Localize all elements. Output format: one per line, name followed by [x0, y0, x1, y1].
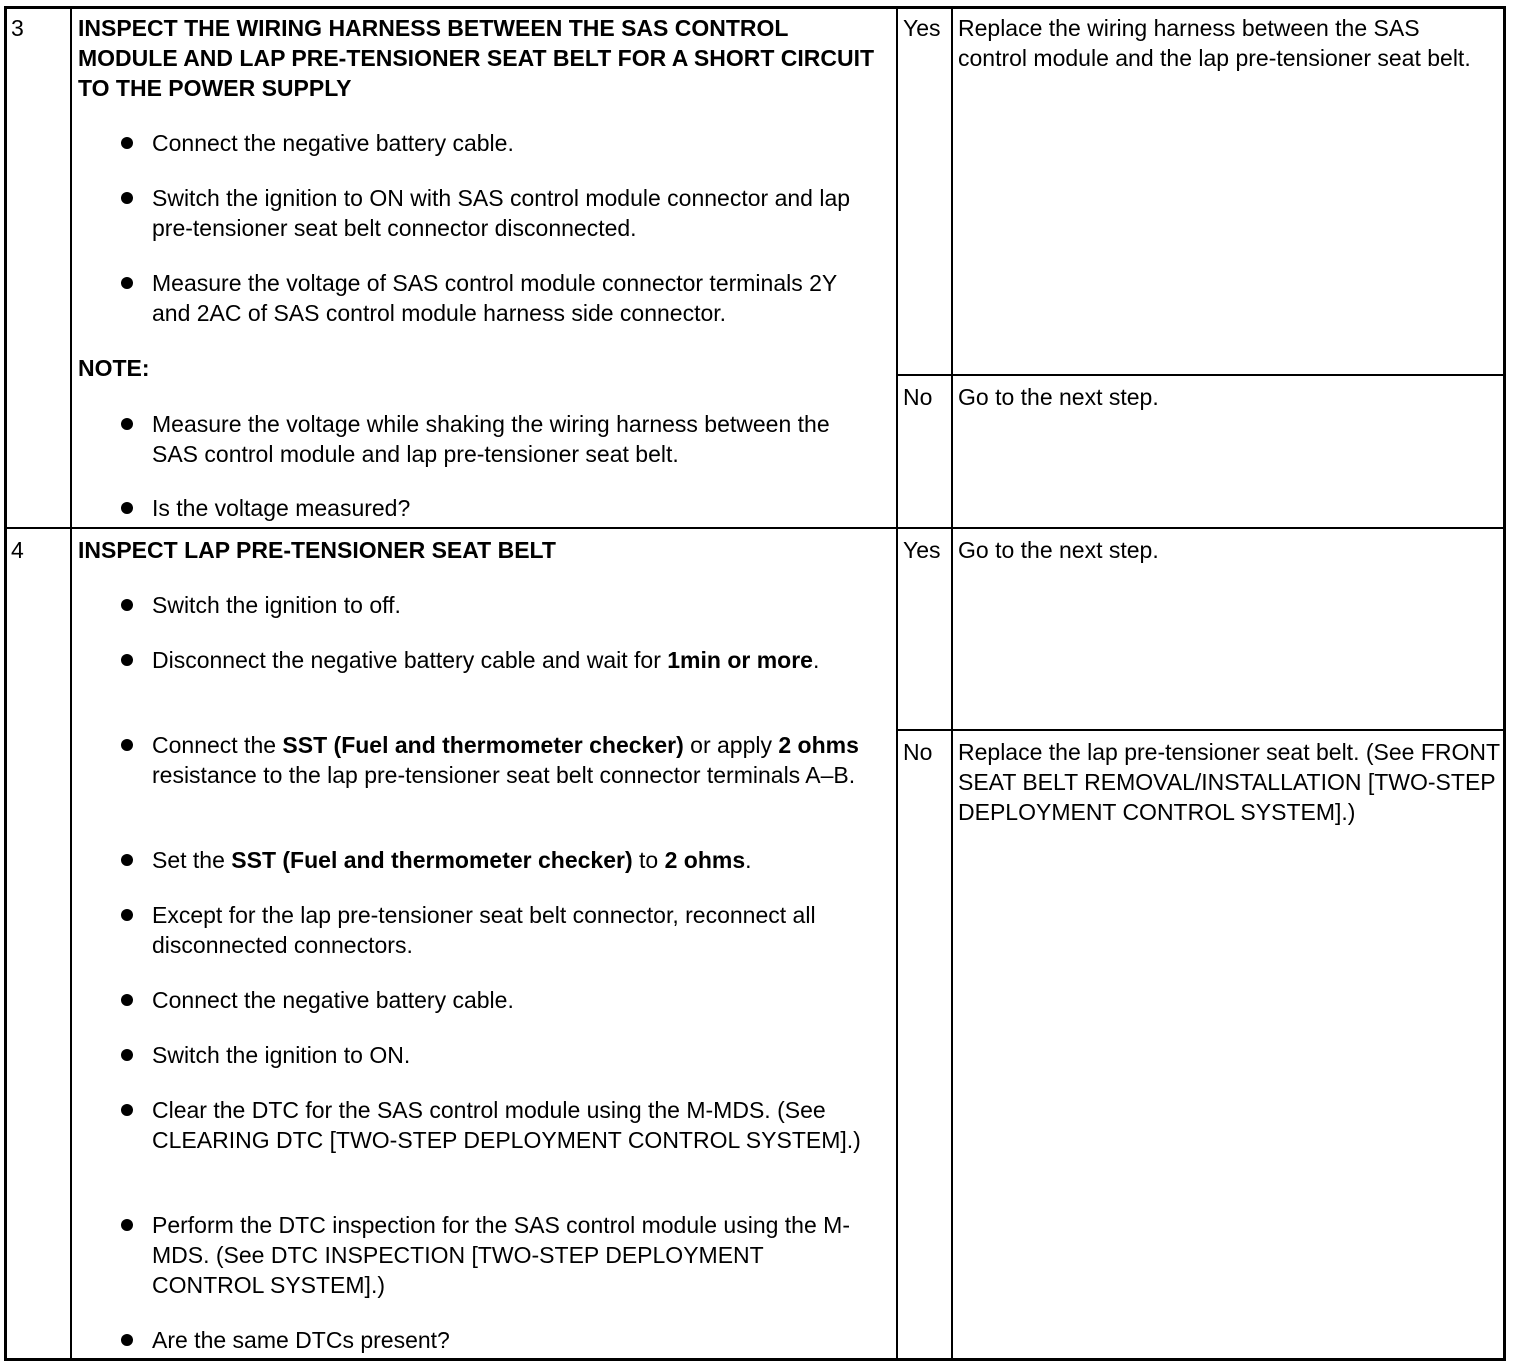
emphasized-text: SST (Fuel and thermometer checker) [231, 847, 633, 873]
item-text: Switch the ignition to ON. [152, 1042, 411, 1068]
bullet-icon [121, 1334, 133, 1346]
item-text: . [745, 847, 752, 873]
item-text: Switch the ignition to off. [152, 592, 401, 618]
bullet-icon [121, 277, 133, 289]
item-text: or apply [683, 732, 779, 758]
step-number: 3 [11, 15, 24, 41]
bullet-icon [121, 994, 133, 1006]
bullet-icon [121, 854, 133, 866]
bullet-icon [121, 654, 133, 666]
step-item: Connect the negative battery cable. [152, 130, 514, 156]
no-label: No [903, 739, 933, 765]
yes-label: Yes [903, 15, 941, 41]
item-text: to [632, 847, 665, 873]
bullet-icon [121, 1219, 133, 1231]
emphasized-text: 2 ohms [664, 847, 746, 873]
item-text: Set the [152, 847, 232, 873]
step-item [152, 590, 872, 620]
bullet-icon [121, 418, 133, 430]
item-text: Disconnect the negative battery cable and wait for [152, 647, 668, 673]
row-divider-step4-yes-no [896, 729, 1506, 731]
bullet-icon [121, 1049, 133, 1061]
bullet-icon [121, 739, 133, 751]
item-text: . [812, 647, 820, 673]
item-text: Perform the DTC inspection for the SAS control module using the M-MDS. (See DTC INSPECTION [TWO-STEP DEPLOYMENT CONTROL SYSTEM].) [152, 1212, 850, 1298]
note-item: Is the voltage measured? [152, 495, 411, 521]
column-divider-result [951, 6, 953, 1361]
bullet-icon [121, 192, 133, 204]
step-item [152, 645, 832, 675]
yes-action: Go to the next step. [958, 537, 1159, 563]
step-title: INSPECT THE WIRING HARNESS BETWEEN THE SAS CONTROL MODULE AND LAP PRE-TENSIONER SEAT BELT FOR A SHORT CIRCUIT TO THE POWER SUPPLY [78, 15, 875, 101]
bullet-icon [121, 599, 133, 611]
no-label: No [903, 384, 933, 410]
item-text: Connect the [152, 732, 283, 758]
step-number: 4 [11, 537, 24, 563]
item-text: resistance to the lap pre-tensioner seat belt connector terminals A–B. [152, 762, 856, 788]
step-title: INSPECT LAP PRE-TENSIONER SEAT BELT [78, 537, 556, 563]
yes-label: Yes [903, 537, 941, 563]
no-action: Replace the lap pre-tensioner seat belt. (See FRONT SEAT BELT REMOVAL/INSTALLATION [TWO-STEP DEPLOYMENT CONTROL SYSTEM].) [958, 739, 1500, 825]
step-item: Measure the voltage of SAS control module connector terminals 2Y and 2AC of SAS control module harness side connector. [152, 270, 837, 326]
row-divider-step3-yes-no [896, 374, 1506, 376]
item-text: Except for the lap pre-tensioner seat belt connector, reconnect all disconnected connectors. [152, 902, 816, 958]
column-divider-action [896, 6, 898, 1361]
no-action: Go to the next step. [958, 384, 1159, 410]
yes-action: Replace the wiring harness between the SAS control module and the lap pre-tensioner seat belt. [958, 15, 1471, 71]
note-item: Measure the voltage while shaking the wiring harness between the SAS control module and lap pre-tensioner seat belt. [152, 411, 830, 467]
step-item [152, 985, 872, 1015]
step-item [152, 900, 872, 960]
row-divider-step-3-4 [4, 527, 1506, 529]
emphasized-text: SST (Fuel and thermometer checker) [282, 732, 684, 758]
emphasized-text: 2 ohms [778, 732, 859, 758]
step-item [152, 1040, 872, 1070]
bullet-icon [121, 1104, 133, 1116]
step-item [152, 1210, 872, 1300]
step-item [152, 1095, 872, 1155]
note-label: NOTE: [78, 355, 150, 381]
bullet-icon [121, 502, 133, 514]
column-divider-number [70, 6, 72, 1361]
bullet-icon [121, 137, 133, 149]
item-text: Are the same DTCs present? [152, 1327, 450, 1353]
item-text: Connect the negative battery cable. [152, 987, 514, 1013]
bullet-icon [121, 909, 133, 921]
item-text: Clear the DTC for the SAS control module using the M-MDS. (See CLEARING DTC [TWO-STEP DEPLOYMENT CONTROL SYSTEM].) [152, 1097, 861, 1153]
step-item [152, 730, 862, 790]
emphasized-text: 1min or more [667, 647, 813, 673]
step-item [152, 845, 872, 875]
step-item [152, 1325, 872, 1355]
step-item: Switch the ignition to ON with SAS control module connector and lap pre-tensioner seat belt connector disconnected. [152, 185, 851, 241]
